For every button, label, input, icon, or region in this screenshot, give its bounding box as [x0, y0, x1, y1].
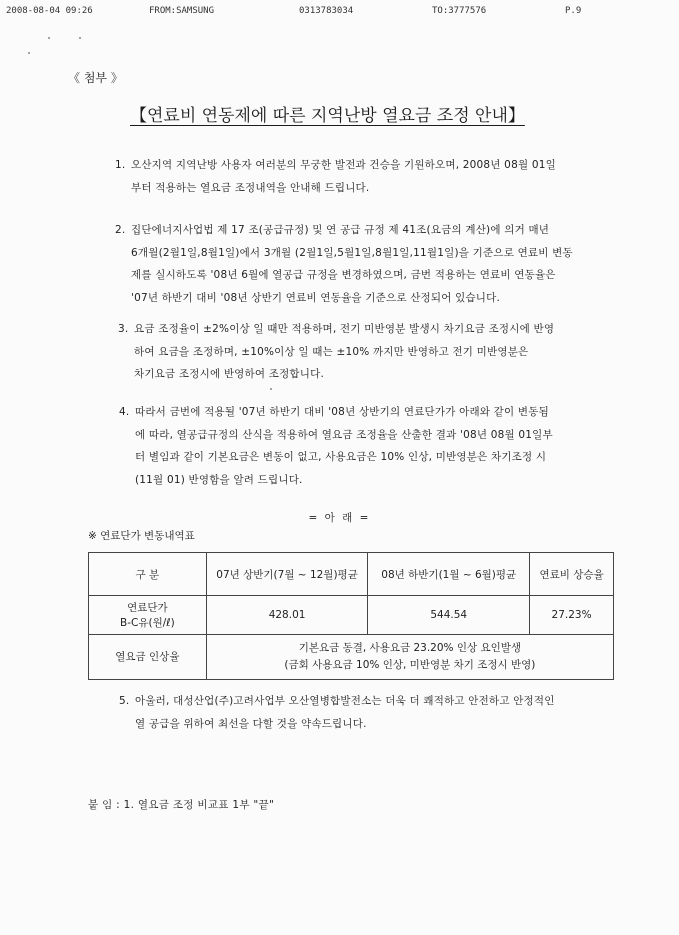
below-heading: = 아 래 = — [308, 512, 371, 524]
paragraph-4 — [119, 401, 553, 491]
paragraph-line: 에 따라, 열공급규정의 산식을 적용하여 열요금 조정율을 산출한 결과 '08년 08월 01일부 — [135, 428, 553, 441]
paragraph-line: 아울러, 대성산업(주)고려사업부 오산열병합발전소는 더욱 더 쾌적하고 안전하고 안정적인 — [135, 695, 555, 707]
fuel-price-label — [89, 596, 207, 635]
fax-to: TO:3777576 — [432, 6, 487, 16]
heat-rate-detail-line1: 기본요금 동결, 사용요금 23.20% 인상 요인발생 — [298, 642, 522, 654]
heat-rate-detail — [206, 635, 613, 680]
paragraph-3 — [118, 318, 555, 386]
attachment-note: 붙 임 : 1. 열요금 조정 비교표 1부 "끝" — [88, 799, 275, 811]
paragraph-1 — [115, 154, 556, 199]
attachment-label: 《 첨부 》 — [68, 71, 123, 85]
paragraph-line: 차기요금 조정시에 반영하여 조정합니다. — [134, 368, 324, 380]
fax-page: P.9 — [565, 6, 582, 16]
heat-rate-label: 열요금 인상율 — [89, 635, 207, 680]
paragraph-number: 1. — [115, 159, 126, 171]
heat-rate-detail-line2: (금회 사용요금 10% 인상, 미반영분 차기 조정시 반영) — [284, 659, 536, 671]
paragraph-line: 오산지역 지역난방 사용자 여러분의 무궁한 발전과 건승을 기원하오며, 2008년 08월 01일 — [131, 159, 556, 171]
scan-speck — [79, 37, 81, 39]
paragraph-2 — [115, 219, 573, 309]
table-header-row — [89, 553, 614, 596]
fuel-price-label-line1: 연료단가 — [127, 602, 168, 614]
paragraph-line: 하여 요금을 조정하며, ±10%이상 일 때는 ±10% 까지만 반영하고 전기 미반영분은 — [134, 345, 529, 358]
paragraph-line: 따라서 금번에 적용될 '07년 하반기 대비 '08년 상반기의 연료단가가 아래와 같이 변동됨 — [135, 406, 549, 418]
fax-header — [0, 6, 679, 20]
document-title: 【연료비 연동제에 따른 지역난방 열요금 조정 안내】 — [130, 106, 525, 126]
paragraph-line: 요금 조정율이 ±2%이상 일 때만 적용하며, 전기 미반영분 발생시 차기요금 조정시에 반영 — [134, 323, 555, 335]
fuel-price-table — [88, 552, 614, 680]
paragraph-line: 부터 적용하는 열요금 조정내역을 안내해 드립니다. — [131, 181, 370, 194]
paragraph-line: 터 별임과 같이 기본요금은 변동이 없고, 사용요금은 10% 인상, 미반영분은 차기조정 시 — [135, 451, 547, 463]
table-row-fuel-price — [89, 596, 614, 635]
paragraph-line: 열 공급을 위하여 최선을 다할 것을 약속드립니다. — [135, 717, 367, 730]
fuel-price-2008: 544.54 — [368, 596, 530, 635]
table-caption: ※ 연료단가 변동내역표 — [88, 530, 195, 542]
paragraph-line: '07년 하반기 대비 '08년 상반기 연료비 연동율을 기준으로 산정되어 있습니다. — [131, 291, 501, 304]
paragraph-number: 2. — [115, 224, 126, 236]
paragraph-line: 집단에너지사업법 제 17 조(공급규정) 및 연 공급 규정 제 41조(요금의 계산)에 의거 매년 — [131, 224, 550, 236]
fuel-increase-rate: 27.23% — [530, 596, 614, 635]
scan-speck — [28, 52, 30, 54]
fax-from: FROM:SAMSUNG — [149, 6, 215, 16]
table-row-heat-rate — [89, 635, 614, 680]
scan-speck — [48, 37, 50, 39]
fax-from-number: 0313783034 — [299, 6, 354, 16]
paragraph-number: 5. — [119, 695, 130, 707]
paragraph-number: 3. — [118, 323, 129, 335]
header-fuel-increase-rate: 연료비 상승율 — [530, 553, 614, 596]
header-2007-h2-average: 07년 상반기(7월 ~ 12월)평균 — [206, 553, 368, 596]
fuel-price-label-line2: B-C유(원/ℓ) — [120, 617, 175, 629]
paragraph-line: 6개월(2월1일,8월1일)에서 3개월 (2월1일,5월1일,8월1일,11월1일)을 기준으로 연료비 변동 — [131, 246, 573, 259]
fax-datetime: 2008-08-04 09:26 — [6, 6, 93, 16]
paragraph-line: (11월 01) 반영함을 알려 드립니다. — [135, 473, 303, 486]
paragraph-number: 4. — [119, 406, 130, 418]
fuel-price-2007: 428.01 — [206, 596, 368, 635]
header-category: 구 분 — [89, 553, 207, 596]
scan-speck — [270, 388, 272, 390]
paragraph-line: 제를 실시하도록 '08년 6월에 열공급 규정을 변경하였으며, 금번 적용하는 연료비 연동율은 — [131, 269, 556, 281]
paragraph-5 — [119, 690, 555, 735]
header-2008-h1-average: 08년 하반기(1월 ~ 6월)평균 — [368, 553, 530, 596]
